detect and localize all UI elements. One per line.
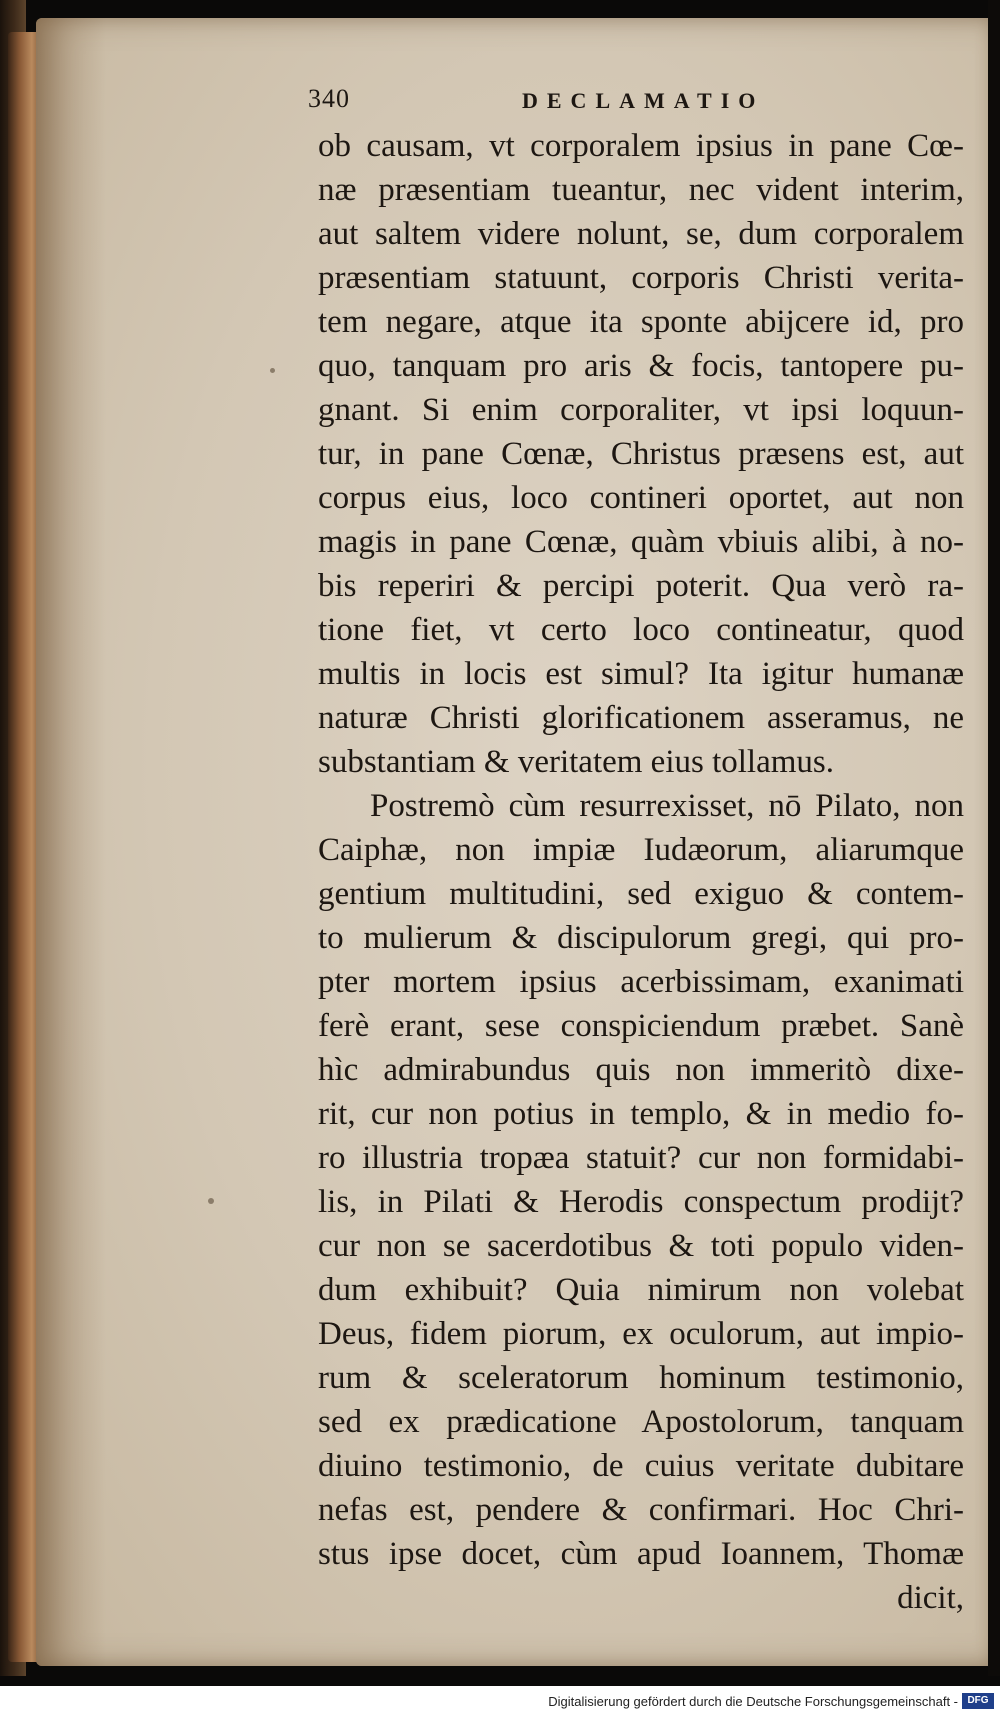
- text-line: ob causam, vt corporalem ipsius in pane Cœ-: [318, 128, 964, 164]
- text-line: gentium multitudini, sed exiguo & contem-: [318, 876, 964, 912]
- catchword: dicit,: [897, 1580, 964, 1616]
- text-line: diuino testimonio, de cuius veritate dubitare: [318, 1448, 964, 1484]
- running-title: DECLAMATIO: [522, 88, 765, 113]
- text-line: magis in pane Cœnæ, quàm vbiuis alibi, à no-: [318, 524, 964, 560]
- text-line: rit, cur non potius in templo, & in medio fo-: [318, 1096, 964, 1132]
- text-line: ro illustria tropæa statuit? cur non formidabi-: [318, 1140, 964, 1176]
- text-line: cur non se sacerdotibus & toti populo viden-: [318, 1228, 964, 1264]
- text-line: corpus eius, loco contineri oportet, aut non: [318, 480, 964, 516]
- text-line: ferè erant, sese conspiciendum præbet. Sanè: [318, 1008, 964, 1044]
- digitization-footer: [0, 1686, 1000, 1718]
- text-line: stus ipse docet, cùm apud Ioannem, Thomæ: [318, 1536, 964, 1572]
- text-line: Postremò cùm resurrexisset, nō Pilato, non: [370, 788, 964, 824]
- text-line: dum exhibuit? Quia nimirum non volebat: [318, 1272, 964, 1308]
- text-line: to mulierum & discipulorum gregi, qui pro-: [318, 920, 964, 956]
- text-line: naturæ Christi glorificationem asseramus, ne: [318, 700, 964, 736]
- text-line: næ præsentiam tueantur, nec vident interim,: [318, 172, 964, 208]
- text-line: tione fiet, vt certo loco contineatur, quod: [318, 612, 964, 648]
- text-line: pter mortem ipsius acerbissimam, exanimati: [318, 964, 964, 1000]
- text-line: gnant. Si enim corporaliter, vt ipsi loquun-: [318, 392, 964, 428]
- dfg-logo: DFG: [962, 1693, 994, 1709]
- text-line: aut saltem videre nolunt, se, dum corporalem: [318, 216, 964, 252]
- text-line: hìc admirabundus quis non immeritò dixe-: [318, 1052, 964, 1088]
- text-line: Deus, fidem piorum, ex oculorum, aut impio-: [318, 1316, 964, 1352]
- text-line: præsentiam statuunt, corporis Christi verita-: [318, 260, 964, 296]
- text-line: nefas est, pendere & confirmari. Hoc Chri-: [318, 1492, 964, 1528]
- text-line: tem negare, atque ita sponte abijcere id, pro: [318, 304, 964, 340]
- text-line: lis, in Pilati & Herodis conspectum prodijt?: [318, 1184, 964, 1220]
- funding-note: Digitalisierung gefördert durch die Deutsche Forschungsgemeinschaft -: [548, 1694, 958, 1709]
- text-line: tur, in pane Cœnæ, Christus præsens est, aut: [318, 436, 964, 472]
- text-line: substantiam & veritatem eius tollamus.: [318, 744, 834, 780]
- text-line: bis reperiri & percipi poterit. Qua verò ra-: [318, 568, 964, 604]
- text-line: Caiphæ, non impiæ Iudæorum, aliarumque: [318, 832, 964, 868]
- text-line: multis in locis est simul? Ita igitur humanæ: [318, 656, 964, 692]
- text-line: quo, tanquam pro aris & focis, tantopere pu-: [318, 348, 964, 384]
- text-line: sed ex prædicatione Apostolorum, tanquam: [318, 1404, 964, 1440]
- page-number: 340: [308, 84, 350, 113]
- text-line: rum & sceleratorum hominum testimonio,: [318, 1360, 964, 1396]
